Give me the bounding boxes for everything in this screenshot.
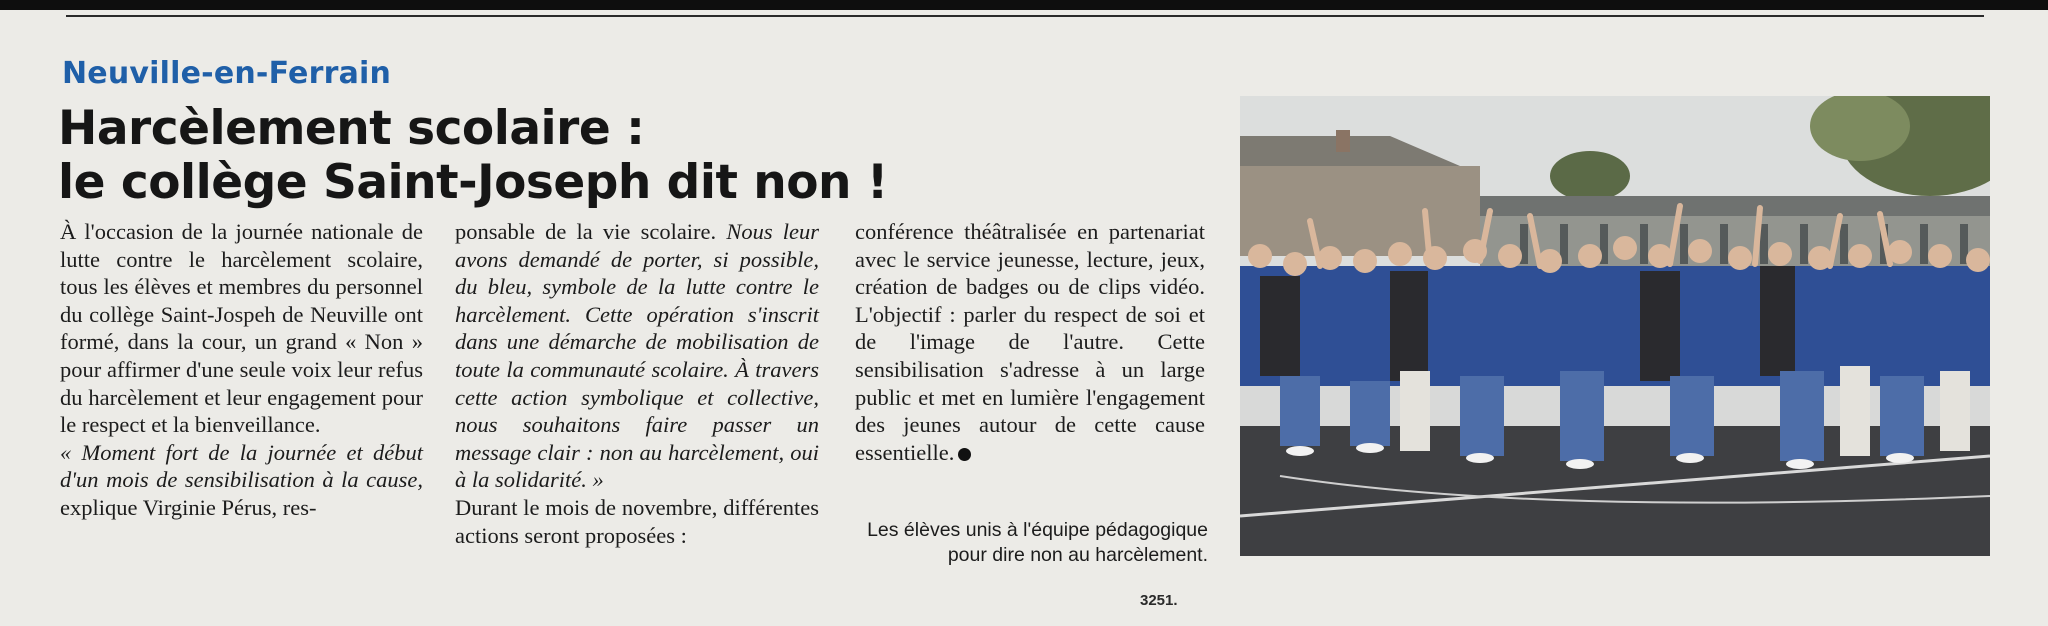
actions-paragraph: Durant le mois de novembre, différentes actions seront proposées : <box>455 494 819 548</box>
intro-paragraph: À l'occasion de la journée nationale de lutte contre le harcèlement scolaire, tous les élèves et membres du personnel du collège Saint-Jospeh de Neuville ont formé, dans la cour, un grand « Non » pour affirmer d'une seule voix leur refus du harcèlement et leur engagement pour le respect et la bienveillance. <box>60 219 423 438</box>
header-rule <box>66 15 1984 17</box>
article-column-1 <box>60 218 423 568</box>
quote-body: Nous leur avons demandé de porter, si possible, du bleu, symbole de la lutte contre le harcèlement. Cette opération s'inscrit dans une démarche de mobilisation de toute la communauté scolaire. À travers cette action symbolique et collective, nous souhaitons faire passer un message clair : non au harcèlement, oui à la solidarité. » <box>455 219 819 493</box>
quote-attribution: explique Virginie Pérus, res- <box>60 494 317 520</box>
end-of-article-bullet-icon <box>958 448 971 461</box>
top-black-bar <box>0 0 2048 10</box>
article-column-3 <box>855 218 1205 568</box>
group-photo-icon <box>1240 96 1990 556</box>
headline <box>58 102 958 210</box>
article-column-2 <box>455 218 819 568</box>
page-number: 3251. <box>1140 592 1178 609</box>
role-text: ponsable de la vie scolaire. <box>455 219 717 244</box>
location-kicker: Neuville-en-Ferrain <box>62 56 392 91</box>
group-photo <box>1240 96 1990 556</box>
headline-line-2: le collège Saint-Joseph dit non ! <box>58 155 888 210</box>
quote-continuation <box>455 218 819 494</box>
actions-continuation <box>855 218 1205 466</box>
quote-text: « Moment fort de la journée et début d'un mois de sensibilisation à la cause, <box>60 439 423 493</box>
photo-caption: Les élèves unis à l'équipe pédagogique pour dire non au harcèlement. <box>867 519 1208 566</box>
headline-line-1: Harcèlement scolaire : <box>58 101 645 156</box>
actions-text: conférence théâtralisée en partenariat avec le service jeunesse, lecture, jeux, création de badges ou de clips vidéo. L'objectif : parler du respect de soi et de l'image de l'autre. Cette sensibilisation s'adresse à un large public et met en lumière l'engagement des jeunes autour de cette cause essentielle. <box>855 219 1205 465</box>
quote-paragraph <box>60 439 423 522</box>
